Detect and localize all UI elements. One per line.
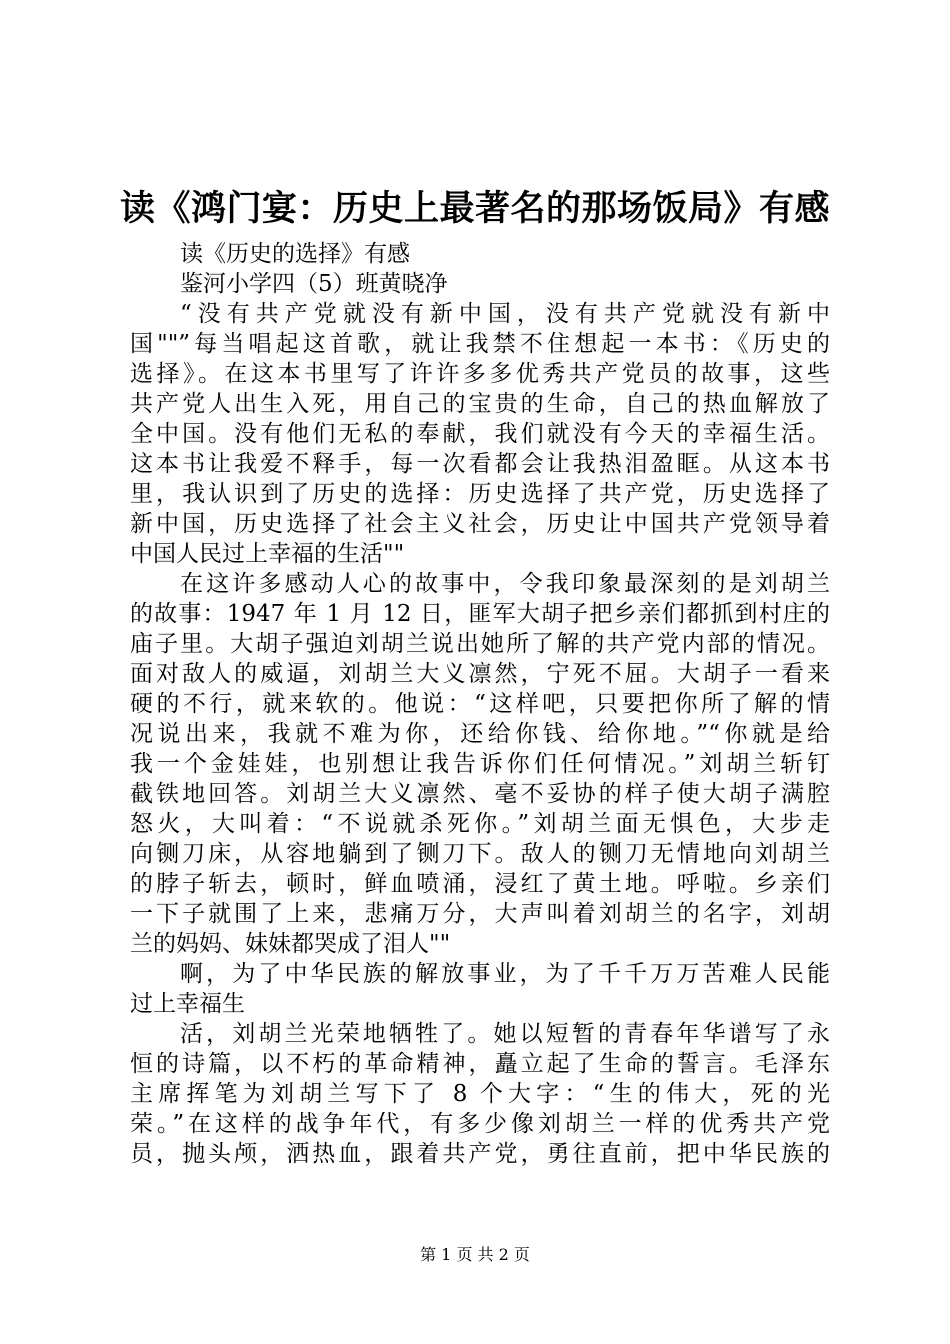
text-line: 兰的妈妈、妹妹都哭成了泪人"" [130,931,451,957]
text-line: 新中国，历史选择了社会主义社会，历史让中国共产党领导着 [130,511,830,537]
text-line: 活，刘胡兰光荣地牺牲了。她以短暂的青春年华谱写了永 [180,1021,830,1047]
text-line: 面对敌人的威逼，刘胡兰大义凛然，宁死不屈。大胡子一看来 [130,661,830,687]
text-line: 主席挥笔为刘胡兰写下了 8 个大字：“生的伟大，死的光 [130,1081,830,1107]
text-line: 员，抛头颅，洒热血，跟着共产党，勇往直前，把中华民族的 [130,1141,830,1167]
text-line: 国""”每当唱起这首歌，就让我禁不住想起一本书：《历史的 [130,331,830,357]
text-line: 况说出来，我就不难为你，还给你钱、给你地。”“你就是给 [130,721,830,747]
document-title: 读《鸿门宴：历史上最著名的那场饭局》有感 [119,188,830,229]
text-line: 硬的不行，就来软的。他说：“这样吧，只要把你所了解的情 [130,691,830,717]
text-line: 向铡刀床，从容地躺到了铡刀下。敌人的铡刀无情地向刘胡兰 [130,841,830,867]
text-line: 的脖子斩去，顿时，鲜血喷涌，浸红了黄土地。呼啦。乡亲们 [130,871,830,897]
text-line: 过上幸福生 [130,991,245,1017]
text-line: 里，我认识到了历史的选择：历史选择了共产党，历史选择了 [130,481,830,507]
text-line: 全中国。没有他们无私的奉献，我们就没有今天的幸福生活。 [130,421,830,447]
text-line: 啊，为了中华民族的解放事业，为了千千万万苦难人民能 [180,961,830,987]
text-line: 选择》。在这本书里写了许许多多优秀共产党员的故事，这些 [130,361,830,387]
text-line: 我一个金娃娃，也别想让我告诉你们任何情况。”刘胡兰斩钉 [130,751,830,777]
text-line: 在这许多感动人心的故事中，令我印象最深刻的是刘胡兰 [180,571,830,597]
text-line: “没有共产党就没有新中国，没有共产党就没有新中 [180,301,830,327]
text-line: 截铁地回答。刘胡兰大义凛然、毫不妥协的样子使大胡子满腔 [130,781,830,807]
text-line: 这本书让我爱不释手，每一次看都会让我热泪盈眶。从这本书 [130,451,830,477]
text-line: 中国人民过上幸福的生活"" [130,541,405,567]
text-line: 共产党人出生入死，用自己的宝贵的生命，自己的热血解放了 [130,391,830,417]
text-line: 的故事：1947 年 1 月 12 日，匪军大胡子把乡亲们都抓到村庄的 [130,601,830,627]
text-line: 读《历史的选择》有感 [180,241,410,267]
text-line: 怒火，大叫着：“不说就杀死你。”刘胡兰面无惧色，大步走 [130,811,830,837]
text-line: 鉴河小学四（5）班黄晓净 [180,271,448,297]
page-footer: 第 1 页 共 2 页 [420,1245,530,1264]
text-line: 荣。”在这样的战争年代，有多少像刘胡兰一样的优秀共产党 [130,1111,830,1137]
document-body [130,239,830,1169]
text-line: 庙子里。大胡子强迫刘胡兰说出她所了解的共产党内部的情况。 [130,631,830,657]
text-line: 一下子就围了上来，悲痛万分，大声叫着刘胡兰的名字，刘胡 [130,901,830,927]
text-line: 恒的诗篇，以不朽的革命精神，矗立起了生命的誓言。毛泽东 [130,1051,830,1077]
